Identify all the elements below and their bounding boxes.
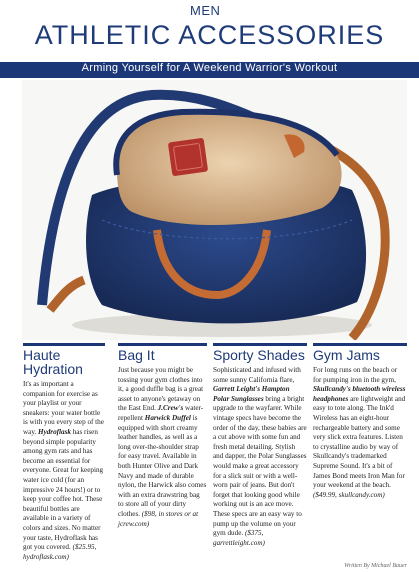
column-body bbox=[23, 380, 105, 562]
section-label: MEN bbox=[190, 3, 221, 18]
subtitle: Arming Yourself for A Weekend Warrior's Workout bbox=[81, 62, 338, 74]
duffel-bag-photo bbox=[22, 80, 407, 340]
subtitle-band bbox=[0, 62, 419, 78]
column-heading: Sporty Shades bbox=[213, 347, 305, 363]
brand-name: Skullcandy's bluetooth wireless headphones bbox=[313, 385, 406, 403]
column-rule bbox=[313, 343, 407, 346]
column-sporty-shades bbox=[213, 343, 307, 548]
body-text: are lightweight and easy to tote along. The Ink'd Wireless has an eight-hour rechargeable battery and some very slick extra features. Listen to crystalline audio by way of Skullcandy's trademarked Supreme Sound. It's a bit of James Bond meets Iron Man for your weekend at the beach. bbox=[313, 394, 406, 490]
byline: Written By Michael Bauer bbox=[344, 563, 407, 569]
column-body bbox=[213, 366, 307, 548]
column-body bbox=[118, 366, 207, 529]
column-heading: Bag It bbox=[118, 347, 155, 363]
body-text: For long runs on the beach or for pumping iron in the gym, bbox=[313, 366, 398, 384]
product-name: Harwick Duffel bbox=[144, 413, 191, 422]
brand-name: Garrett Leight's Hampton Polar Sunglasses bbox=[213, 385, 290, 403]
brand-name: J.Crew's bbox=[157, 404, 184, 413]
column-haute-hydration bbox=[23, 343, 105, 562]
price-text: ($49.99, skullcandy.com) bbox=[313, 490, 385, 499]
column-rule bbox=[213, 343, 307, 346]
column-rule bbox=[23, 343, 105, 346]
duffel-bag-illustration bbox=[22, 80, 407, 340]
column-heading: Gym Jams bbox=[313, 347, 380, 363]
price-text: ($375, garrettleight.com) bbox=[213, 529, 265, 547]
price-text: ($25.95, hydroflask.com) bbox=[23, 543, 97, 561]
body-text: is equipped with short creamy leather handles, as well as a long over-the-shoulder strap for easy travel. Available in both Hunter Olive and Dark Navy and made of durable nylon, the Harwick also comes with an extra drawstring bag to store all of your dirty clothes. bbox=[118, 413, 207, 518]
column-gym-jams bbox=[313, 343, 407, 500]
body-text: Sophisticated and infused with some sunny California flare, bbox=[213, 366, 301, 384]
column-bag-it bbox=[118, 343, 207, 529]
body-text: has risen beyond simple popularity among gym rats and has become an essential for everyone. Great for keeping water ice cold (for an impressive 24 hours!) or to keep your coffee hot. These beautiful bottles are available in a variety of colors and sizes. No matter your taste, Hydroflask has got you covered. bbox=[23, 427, 104, 552]
body-text: Just because you might be tossing your gym clothes into it, a good duffle bag is a great asset to anyone's getaway on the East End. bbox=[118, 366, 204, 413]
price-text: ($98, in stores or at jcrew.com) bbox=[118, 509, 199, 528]
column-heading: Haute Hydration bbox=[23, 347, 83, 377]
column-rule bbox=[118, 343, 207, 346]
brand-name: Hydroflask bbox=[38, 427, 71, 436]
column-body bbox=[313, 366, 407, 500]
body-text: It's as important a companion for exercise as your playlist or your sneakers: your water bottle is with you every step of the way. bbox=[23, 380, 104, 436]
body-text: water-repellent bbox=[118, 404, 204, 422]
body-text: bring a bright upgrade to the wayfarer. While vintage specs have become the order of the day, these babies are a cut above with some fun and fresh metal detailing. Stylish and dapper, the Polar Sunglasses would make a great accessory for a slick suit or with a well-worn pair of jeans. But don't forget that looking good while working out is an ace move. These specs are an easy way to pump up the volume on your gym dude. bbox=[213, 394, 307, 538]
page-title: ATHLETIC ACCESSORIES bbox=[34, 20, 385, 50]
